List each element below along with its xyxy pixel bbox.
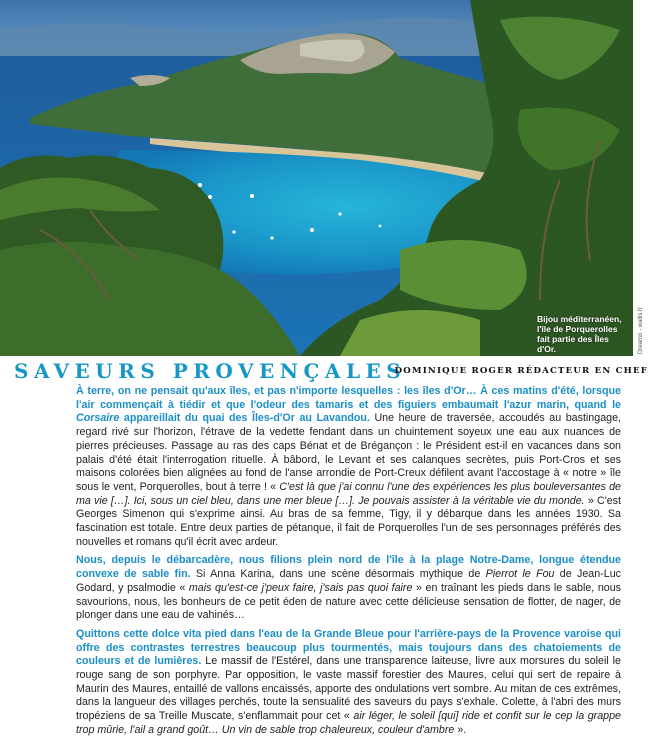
- paragraph-3-text-end: ».: [454, 723, 467, 736]
- article-body: [76, 385, 621, 743]
- paragraph-3-quote: air léger, le soleil [qui] ride et confit sur le cep la grappe trop mûrie, l'ail a grand goût… Un vin de sable trop chaleureux, couleur d'ambre: [76, 710, 621, 736]
- paragraph-1-text-end: » C'est Georges Simenon qui s'exprime ainsi. Au bras de sa femme, Tigy, il y débarque dans les années 1930. Sa fascination est totale. Entre deux parties de pétanque, il fait de Porquerolles l'un de ses personnages préférés des nouvelles et romans qu'il écrit avec ardeur.: [76, 494, 621, 548]
- paragraph-2-lead: Nous, depuis le débarcadère, nous filions plein nord de l'île à la plage Notre-Dame, longue étendue convexe de sable fin.: [76, 554, 621, 581]
- article-byline: DOMINIQUE ROGER RÉDACTEUR EN CHEF: [394, 366, 648, 376]
- paragraph-2-text-end: » en traînant les pieds dans le sable, nous savourions, nous, les bonheurs de ce petit éden de nature avec cette délicieuse sensation de flotter, de nager, de plonger dans une eau de vahinés…: [76, 581, 622, 622]
- paragraph-2: [76, 554, 621, 623]
- photo-caption: Bijou méditerranéen, l'île de Porquerolles fait partie des Îles d'Or.: [537, 314, 622, 354]
- paragraph-3-text: Le massif de l'Estérel, dans une transparence laiteuse, livre aux morsures du soleil le rouge sang de son porphyre. Par opposition, le vaste massif forestier des Maures, celui qui sert de repaire à Maurin des Maures, entaillé de vallons encaissés, apporte des ondulations vert sombre. Au mitan de ces extrêmes, dans la langueur des villages perchés, toute la sensualité des saveurs du pays s'exhale. Colette, à l'abri des murs tropéziens de sa Treille Muscate, s'enflammait pour cet «: [76, 655, 621, 723]
- article-title: SAVEURS PROVENÇALES: [14, 359, 407, 383]
- paragraph-1-quote: C'est là que j'ai connu l'une des expériences les plus bouleversantes de ma vie […]. Ici, sous un ciel bleu, dans une mer bleue […]. Je pouvais assister à la véritable vie du monde.: [76, 480, 621, 507]
- paragraph-2-text: Si Anna Karina, dans une scène désormais mythique de: [190, 568, 486, 581]
- paragraph-2-text-mid: de Jean-Luc Godard, y psalmodie «: [76, 568, 621, 594]
- paragraph-1-lead-text: À terre, on ne pensait qu'aux îles, et pas n'importe lesquelles : les îles d'Or… À ces matins d'été, lorsque l'air commençait à tiédir et que l'odeur des tamaris et des figuiers embaumait l'azur marin, quand le: [76, 385, 621, 411]
- paragraph-1-lead-italic: Corsaire: [76, 412, 120, 425]
- landscape-illustration: [0, 0, 633, 356]
- article-header: [14, 359, 654, 383]
- photo-credit-text: Dreamo - wallis.fr: [638, 307, 644, 354]
- porquerolles-photo: [0, 0, 633, 356]
- paragraph-1-lead-end: appareillait du quai des Îles-d'Or au Lavandou.: [119, 412, 370, 425]
- photo-credit: [633, 307, 655, 354]
- paragraph-1-text: Une heure de traversée, accoudés au bastingage, regard rivé sur l'horizon, l'étrave de la vedette fendant dans un chuintement soyeux une eau aux nuances de pierres précieuses. Passage au ras des caps Bénat et de Brégançon : le Président est-il en vacances dans son palais d'été était l'interrogation rituelle. À bâbord, le Levant et ses calanques secrètes, puis Port-Cros et ses maisons colorées bien alignées au fond de l'anse arrondie de Port-Creux défilent avant l'accostage à « notre » île sous le vent, Porquerolles, bout à terre ! «: [76, 412, 621, 493]
- paragraph-1: [76, 385, 621, 549]
- paragraph-3-lead: Quittons cette dolce vita pied dans l'eau de la Grande Bleue pour l'arrière-pays de la Provence varoise qui offre des contrastes terrestres beaucoup plus tourmentés, mais toujours dans des chatoiements de couleurs et de lumières.: [76, 627, 621, 668]
- paragraph-2-film-title: Pierrot le Fou: [485, 568, 555, 581]
- paragraph-2-quote: mais qu'est-ce j'peux faire, j'sais pas quoi faire: [188, 581, 413, 594]
- paragraph-3: [76, 628, 621, 738]
